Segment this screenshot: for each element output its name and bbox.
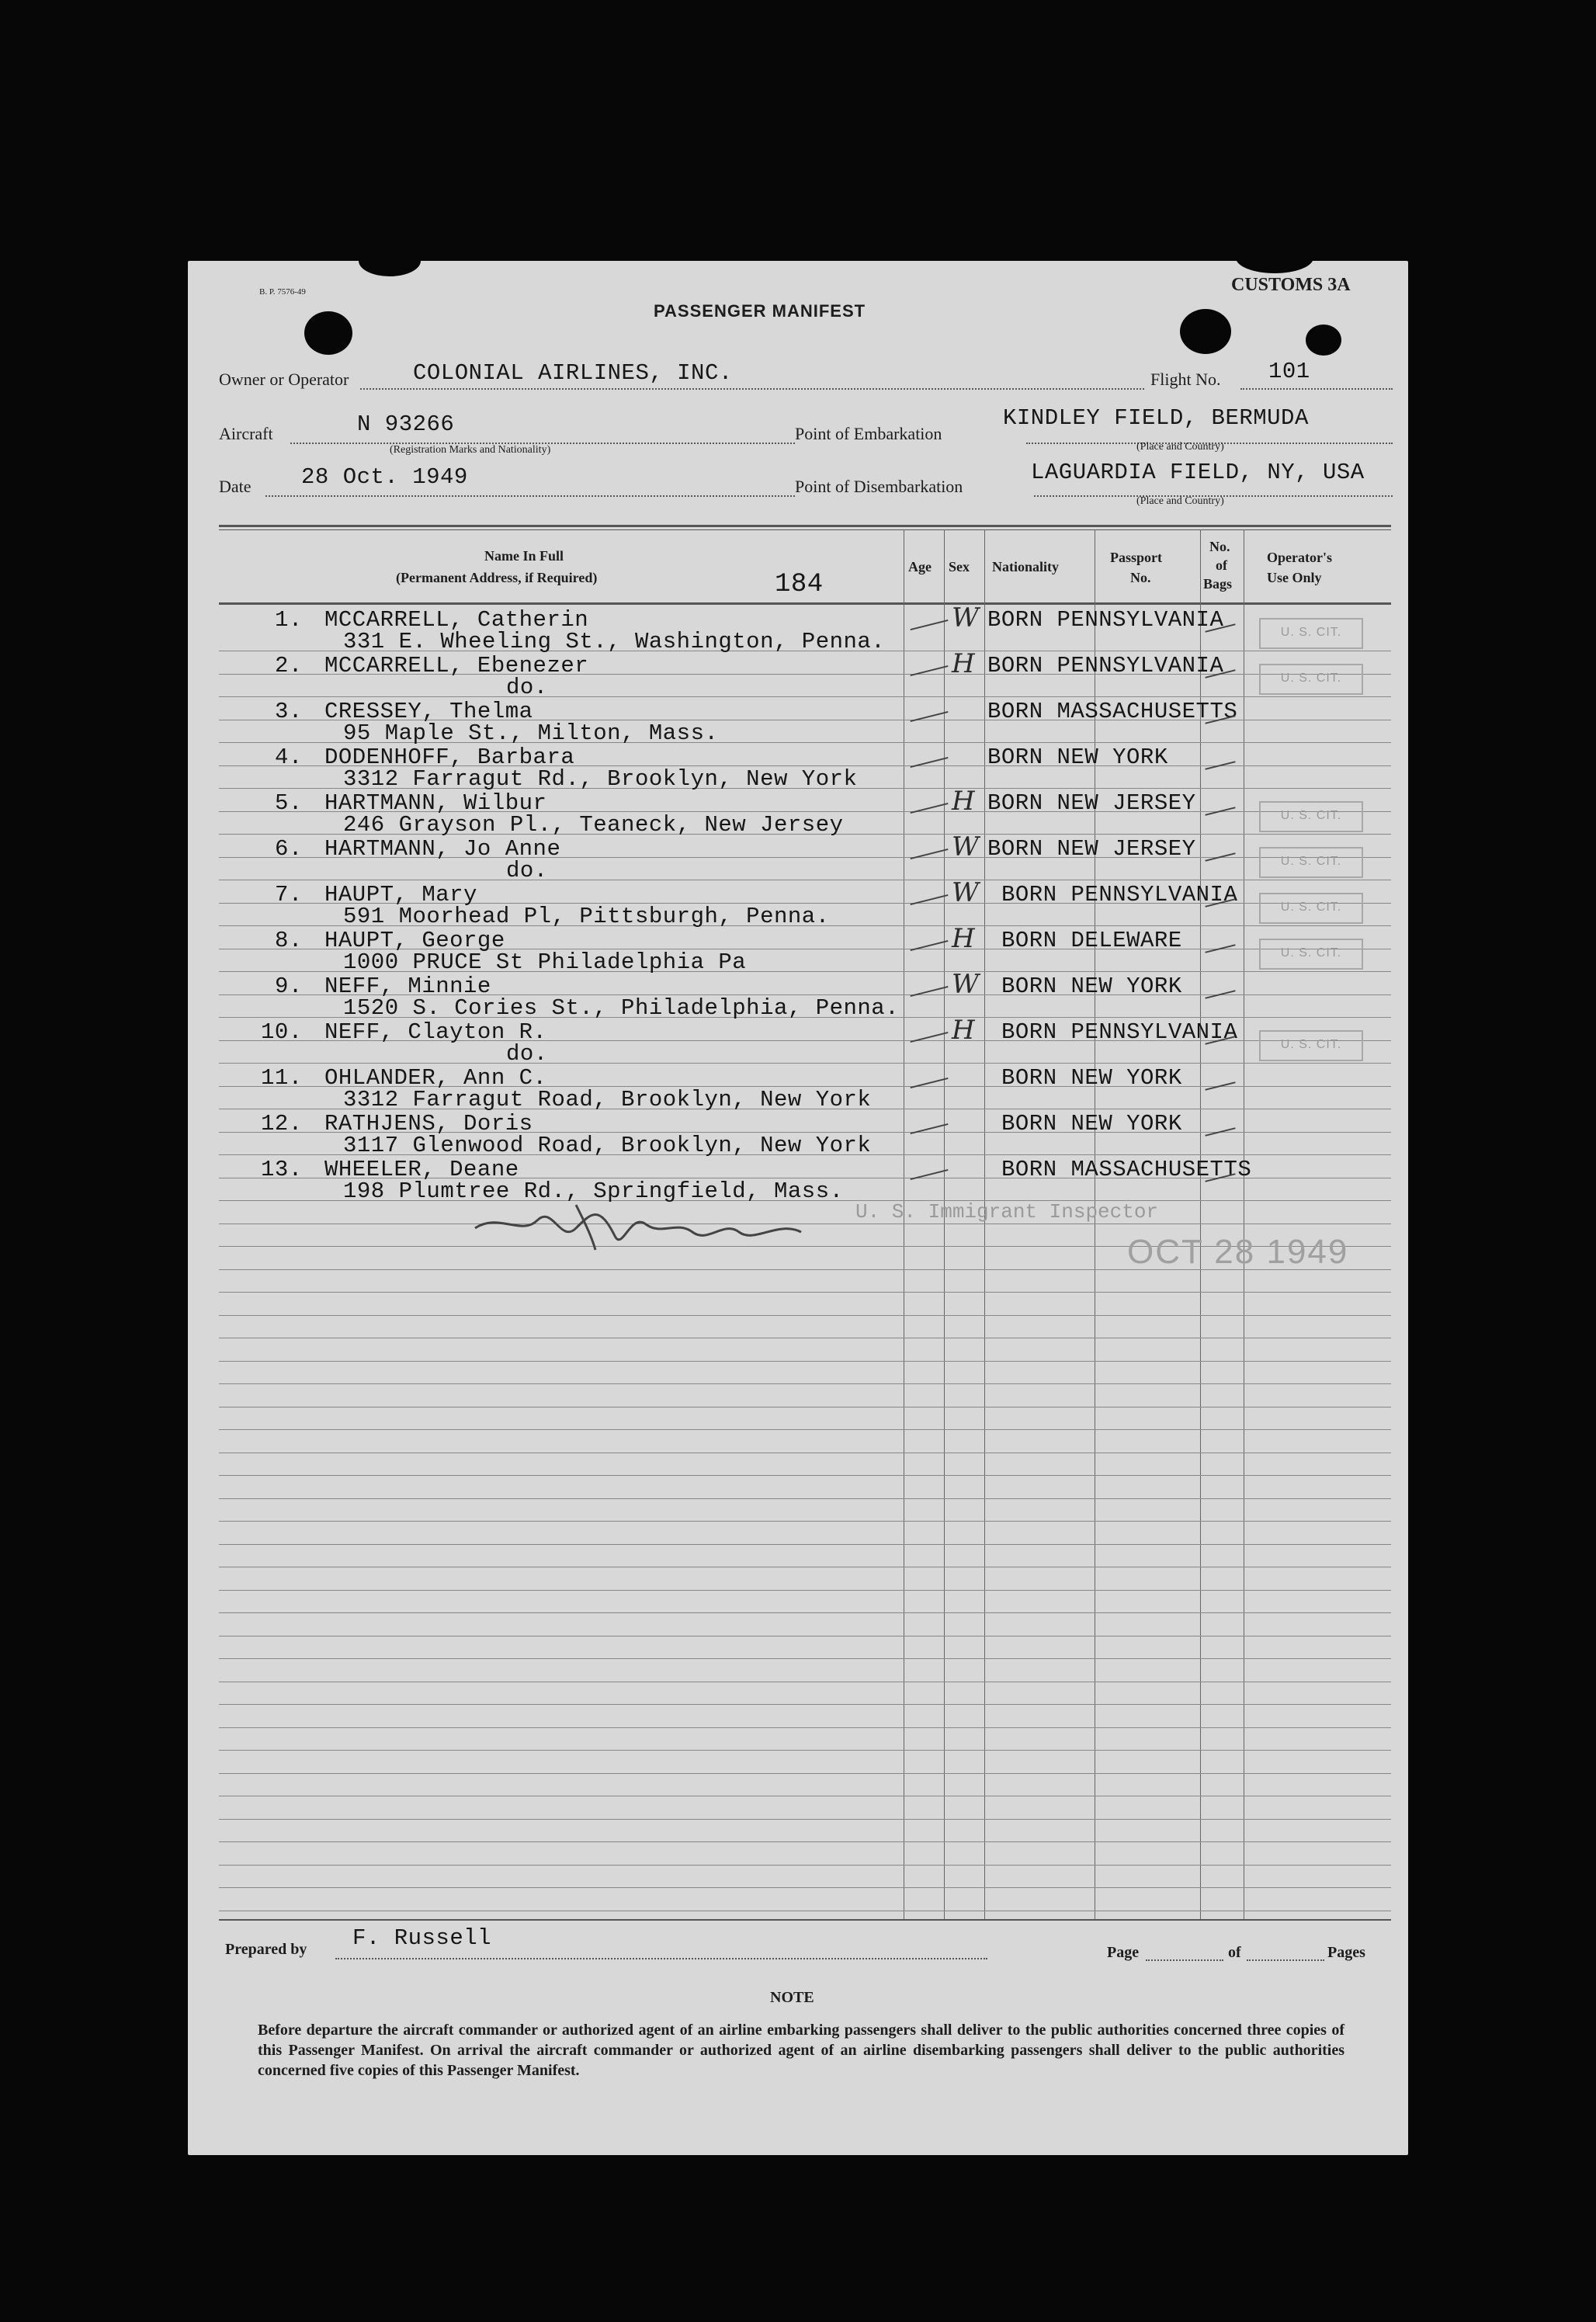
row-number: 10. bbox=[261, 1019, 303, 1045]
flight-label: Flight No. bbox=[1150, 370, 1221, 389]
note-text: Before departure the aircraft commander or authorized agent of an airline embarking passengers shall deliver to the public authorities concerned three copies of this Passenger Manifest. On arrival the aircraft commander or authorized agent of an airline disembarking passengers shall deliver to the public authorities concerned five copies of this Passenger Manifest. bbox=[258, 2022, 1344, 2079]
row-number: 4. bbox=[275, 744, 303, 770]
passenger-address: 198 Plumtree Rd., Springfield, Mass. bbox=[343, 1178, 844, 1204]
us-citizen-stamp: U. S. CIT. bbox=[1259, 893, 1363, 924]
col-line-sex bbox=[944, 529, 945, 1919]
us-citizen-stamp: U. S. CIT. bbox=[1259, 664, 1363, 695]
embark-value: KINDLEY FIELD, BERMUDA bbox=[1003, 405, 1309, 431]
ruled-line bbox=[219, 1612, 1391, 1613]
row-number: 6. bbox=[275, 836, 303, 862]
ruled-line bbox=[219, 1063, 1391, 1064]
passenger-name: HARTMANN, Jo Anne bbox=[324, 836, 561, 862]
passenger-address: do. bbox=[506, 858, 548, 883]
handwritten-count: 184 bbox=[775, 570, 824, 599]
ruled-line bbox=[219, 1475, 1391, 1476]
ruled-line bbox=[219, 1315, 1391, 1316]
flight-dotted-line bbox=[1240, 388, 1393, 390]
passenger-name: OHLANDER, Ann C. bbox=[324, 1065, 547, 1091]
passenger-name: HAUPT, Mary bbox=[324, 882, 477, 908]
passenger-address: 1520 S. Cories St., Philadelphia, Penna. bbox=[343, 995, 900, 1021]
aircraft-label: Aircraft bbox=[219, 424, 273, 443]
punch-hole-left bbox=[304, 311, 352, 355]
us-citizen-stamp: U. S. CIT. bbox=[1259, 1030, 1363, 1061]
passenger-sex: W bbox=[952, 831, 979, 863]
inspector-date-stamp: OCT 28 1949 bbox=[1127, 1233, 1349, 1271]
col-line-bags bbox=[1200, 529, 1201, 1919]
us-citizen-stamp: U. S. CIT. bbox=[1259, 801, 1363, 832]
flight-value: 101 bbox=[1268, 359, 1310, 384]
passenger-nationality: BORN NEW YORK bbox=[987, 744, 1168, 770]
col-header-nationality: Nationality bbox=[992, 559, 1060, 574]
ruled-line bbox=[219, 1865, 1391, 1866]
passenger-nationality: BORN PENNSYLVANIA bbox=[1001, 882, 1238, 908]
ruled-line bbox=[219, 1361, 1391, 1362]
row-number: 7. bbox=[275, 882, 303, 908]
ruled-line bbox=[219, 1887, 1391, 1888]
ruled-line bbox=[219, 1841, 1391, 1842]
col-header-bags-1: No. bbox=[1209, 539, 1230, 554]
row-number: 13. bbox=[261, 1157, 303, 1182]
torn-edge-top-right bbox=[1236, 261, 1313, 273]
passenger-name: RATHJENS, Doris bbox=[324, 1111, 533, 1137]
passenger-name: DODENHOFF, Barbara bbox=[324, 744, 575, 770]
col-header-passport-1: Passport bbox=[1110, 550, 1162, 565]
owner-label: Owner or Operator bbox=[219, 370, 349, 389]
passenger-nationality: BORN NEW YORK bbox=[1001, 1065, 1182, 1091]
passenger-nationality: BORN PENNSYLVANIA bbox=[987, 653, 1224, 679]
us-citizen-stamp: U. S. CIT. bbox=[1259, 847, 1363, 878]
passenger-address: 3312 Farragut Rd., Brooklyn, New York bbox=[343, 766, 858, 792]
row-number: 11. bbox=[261, 1065, 303, 1091]
passenger-sex: H bbox=[952, 1015, 975, 1046]
ruled-line bbox=[219, 1636, 1391, 1637]
us-citizen-stamp: U. S. CIT. bbox=[1259, 939, 1363, 970]
aircraft-value: N 93266 bbox=[357, 411, 455, 437]
ruled-line bbox=[219, 1727, 1391, 1728]
passenger-nationality: BORN MASSACHUSETTS bbox=[987, 699, 1238, 724]
page-dotted-line bbox=[1146, 1959, 1223, 1961]
owner-value: COLONIAL AIRLINES, INC. bbox=[413, 360, 733, 386]
passenger-address: do. bbox=[506, 1041, 548, 1067]
passenger-address: do. bbox=[506, 675, 548, 700]
passenger-sex: H bbox=[952, 648, 975, 679]
table-header-rule bbox=[219, 602, 1391, 605]
passenger-sex: H bbox=[952, 786, 975, 817]
col-header-sex: Sex bbox=[949, 559, 970, 574]
ruled-line bbox=[219, 1292, 1391, 1293]
prepared-value: F. Russell bbox=[352, 1925, 492, 1951]
col-header-bags-3: Bags bbox=[1203, 576, 1233, 592]
embark-sub: (Place and Country) bbox=[1136, 441, 1224, 453]
ruled-line bbox=[219, 1590, 1391, 1591]
row-number: 5. bbox=[275, 790, 303, 816]
passenger-address: 246 Grayson Pl., Teaneck, New Jersey bbox=[343, 812, 844, 838]
punch-hole-far-right bbox=[1306, 325, 1341, 356]
passenger-sex: W bbox=[952, 602, 979, 633]
passenger-address: 591 Moorhead Pl, Pittsburgh, Penna. bbox=[343, 904, 830, 929]
col-header-bags-2: of bbox=[1216, 557, 1227, 573]
passenger-address: 1000 PRUCE St Philadelphia Pa bbox=[343, 949, 747, 975]
of-label: of bbox=[1228, 1944, 1241, 1961]
passenger-nationality: BORN MASSACHUSETTS bbox=[1001, 1157, 1252, 1182]
punch-hole-right bbox=[1180, 309, 1231, 354]
ruled-line bbox=[219, 1819, 1391, 1820]
ruled-line bbox=[219, 1429, 1391, 1430]
row-number: 9. bbox=[275, 974, 303, 999]
passenger-sex: W bbox=[952, 877, 979, 908]
col-header-operator-1: Operator's bbox=[1267, 550, 1332, 565]
table-top-rule bbox=[219, 525, 1391, 527]
passenger-name: CRESSEY, Thelma bbox=[324, 699, 533, 724]
passenger-address: 3312 Farragut Road, Brooklyn, New York bbox=[343, 1087, 872, 1112]
passenger-name: HAUPT, George bbox=[324, 928, 505, 953]
row-number: 3. bbox=[275, 699, 303, 724]
col-line-nationality bbox=[984, 529, 985, 1919]
page-label: Page bbox=[1107, 1944, 1140, 1961]
row-number: 8. bbox=[275, 928, 303, 953]
col-header-name-sub: (Permanent Address, if Required) bbox=[396, 570, 598, 585]
passenger-nationality: BORN DELEWARE bbox=[1001, 928, 1182, 953]
passenger-name: NEFF, Clayton R. bbox=[324, 1019, 547, 1045]
disembark-value: LAGUARDIA FIELD, NY, USA bbox=[1031, 460, 1365, 485]
us-citizen-stamp: U. S. CIT. bbox=[1259, 618, 1363, 649]
manifest-document bbox=[188, 261, 1408, 2155]
col-header-name: Name In Full bbox=[484, 548, 564, 564]
torn-edge-top bbox=[359, 261, 421, 276]
passenger-name: NEFF, Minnie bbox=[324, 974, 491, 999]
passenger-address: 331 E. Wheeling St., Washington, Penna. bbox=[343, 629, 886, 654]
ruled-line bbox=[219, 1658, 1391, 1659]
passenger-address: 95 Maple St., Milton, Mass. bbox=[343, 720, 719, 746]
passenger-name: HARTMANN, Wilbur bbox=[324, 790, 547, 816]
passenger-nationality: BORN PENNSYLVANIA bbox=[987, 607, 1224, 633]
passenger-name: MCCARRELL, Ebenezer bbox=[324, 653, 589, 679]
row-number: 2. bbox=[275, 653, 303, 679]
note-title: NOTE bbox=[770, 1989, 814, 2006]
prepared-dotted-line bbox=[335, 1958, 987, 1959]
disembark-sub: (Place and Country) bbox=[1136, 495, 1224, 507]
pages-label: Pages bbox=[1327, 1944, 1365, 1961]
ruled-line bbox=[219, 696, 1391, 697]
col-header-passport-2: No. bbox=[1130, 570, 1151, 585]
passenger-nationality: BORN NEW YORK bbox=[1001, 974, 1182, 999]
ruled-line bbox=[219, 1521, 1391, 1522]
page-title: PASSENGER MANIFEST bbox=[654, 301, 866, 321]
ruled-line bbox=[219, 1498, 1391, 1499]
ruled-line bbox=[219, 1750, 1391, 1751]
passenger-nationality: BORN NEW JERSEY bbox=[987, 836, 1196, 862]
passenger-nationality: BORN PENNSYLVANIA bbox=[1001, 1019, 1238, 1045]
inspector-label: U. S. Immigrant Inspector bbox=[855, 1200, 1159, 1223]
date-label: Date bbox=[219, 477, 252, 496]
customs-label: CUSTOMS 3A bbox=[1231, 275, 1351, 295]
passenger-name: MCCARRELL, Catherin bbox=[324, 607, 589, 633]
embark-label: Point of Embarkation bbox=[795, 424, 942, 443]
date-dotted-line bbox=[265, 495, 795, 497]
ruled-line bbox=[219, 1544, 1391, 1545]
passenger-address: 3117 Glenwood Road, Brooklyn, New York bbox=[343, 1133, 872, 1158]
table-bottom-rule bbox=[219, 1919, 1391, 1921]
col-header-operator-2: Use Only bbox=[1267, 570, 1322, 585]
inspector-signature bbox=[467, 1189, 809, 1251]
form-number: B. P. 7576-49 bbox=[259, 287, 306, 297]
passenger-nationality: BORN NEW YORK bbox=[1001, 1111, 1182, 1137]
disembark-label: Point of Disembarkation bbox=[795, 477, 963, 496]
col-header-age: Age bbox=[908, 559, 932, 574]
table-top-rule-2 bbox=[219, 529, 1391, 530]
aircraft-sub: (Registration Marks and Nationality) bbox=[390, 444, 551, 456]
check-mark bbox=[911, 620, 949, 630]
passenger-sex: H bbox=[952, 923, 975, 954]
row-number: 12. bbox=[261, 1111, 303, 1137]
passenger-sex: W bbox=[952, 969, 979, 1000]
date-value: 28 Oct. 1949 bbox=[301, 464, 468, 490]
row-number: 1. bbox=[275, 607, 303, 633]
of-dotted-line bbox=[1247, 1959, 1324, 1961]
passenger-nationality: BORN NEW JERSEY bbox=[987, 790, 1196, 816]
ruled-line bbox=[219, 1383, 1391, 1384]
prepared-label: Prepared by bbox=[225, 1941, 307, 1958]
ruled-line bbox=[219, 1704, 1391, 1705]
passenger-name: WHEELER, Deane bbox=[324, 1157, 519, 1182]
ruled-line bbox=[219, 1773, 1391, 1774]
owner-dotted-line bbox=[360, 388, 1144, 390]
